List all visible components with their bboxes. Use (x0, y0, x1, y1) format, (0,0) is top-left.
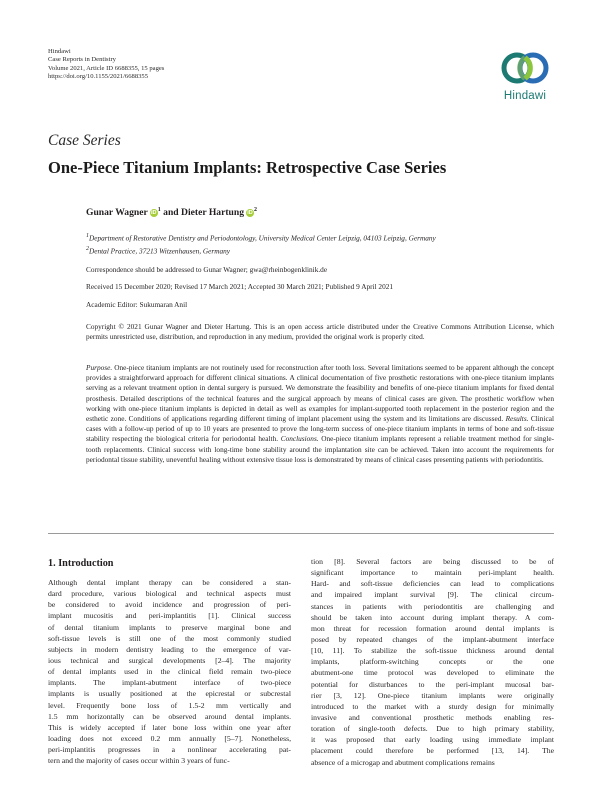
affiliation-text: Dental Practice, 37213 Witzenhausen, Germany (89, 246, 231, 256)
hindawi-rings-icon (496, 46, 554, 90)
affiliation-mark: 2 (86, 245, 89, 252)
abstract-results: Clinical cases with a follow-up period of up to 10 years are presented to prove the long-term success of one-piece titanium implants in terms of bone and soft-tissue stability respecting the biological criteria for periodontal health. (86, 414, 554, 444)
publication-dates: Received 15 December 2020; Revised 17 March 2021; Accepted 30 March 2021; Published 9 April 2021 (86, 282, 394, 291)
body-text-line: should be taken into account during implant therapy. A com- (311, 612, 554, 622)
affiliation-mark: 1 (86, 233, 89, 239)
body-text-line: soft-tissue levels is still one of the most commonly studied (48, 633, 291, 643)
section-heading: 1. Introduction (48, 558, 114, 569)
body-text-line: Although dental implant therapy can be considered a stan- (48, 578, 291, 587)
affiliation-item (86, 231, 554, 244)
body-text-line: invasive and conventional prosthetic methods enabling res- (311, 712, 554, 722)
body-text-line: level. Frequently bone loss of 1.5-2 mm vertically and (48, 700, 291, 710)
body-text-line: be considered to avoid incidence and progression of peri- (48, 600, 291, 610)
author-affiliation-mark: 2 (254, 207, 257, 213)
copyright-notice: Copyright © 2021 Gunar Wagner and Dieter Hartung. This is an open access article distributed under the Creative Commons Attribution License, which permits unrestricted use, distribution, and reproduction in any medium, provided the original work is properly cited. (86, 322, 554, 342)
abstract-purpose-label: Purpose. (86, 363, 113, 372)
abstract (86, 363, 554, 465)
orcid-icon[interactable]: iD (151, 210, 157, 217)
body-text-line: This is widely accepted if later bone loss within one year after (48, 722, 291, 732)
abstract-conclusions-label: Conclusions. (280, 434, 319, 444)
author-name[interactable]: Dieter Hartung (181, 207, 244, 219)
affiliations (86, 231, 554, 256)
doi-link[interactable]: https://doi.org/10.1155/2021/6688355 (48, 73, 149, 81)
body-text-line: peri-implantitis progresses in a nonlinear accelerating pat- (48, 745, 291, 755)
body-text-line: ious technical and surgical developments [2–4]. The majority (48, 655, 291, 665)
body-text-line: potential for disturbances to the peri-implant mucosal bar- (311, 679, 554, 689)
orcid-icon[interactable]: iD (247, 210, 253, 217)
affiliation-item (86, 244, 554, 257)
author-list (86, 207, 257, 218)
body-text-line: subjects in modern dentistry leading to the emergence of var- (48, 644, 291, 654)
body-text-line: it was proposed that early loading using immediate implant (311, 735, 554, 745)
body-text-line: mon threat for recession formation around dental implants is (311, 623, 554, 633)
hindawi-logo (496, 46, 554, 106)
body-text-line: Hard- and soft-tissue deficiencies can lead to complications (311, 579, 554, 589)
author-affiliation-mark: 1 (157, 207, 161, 213)
body-text-line: placement could therefore be performed [13, 14]. The (311, 746, 554, 756)
body-text-line: [10, 11]. To stabilize the soft-tissue thickness around dental (311, 646, 554, 656)
body-text-line: loading does not exceed 0.2 mm annually [5–7]. Nonetheless, (48, 733, 291, 743)
abstract-results-label: Results. (505, 414, 529, 424)
author-joiner: and (163, 207, 179, 219)
author-name[interactable]: Gunar Wagner (86, 207, 148, 219)
article-type: Case Series (48, 132, 121, 149)
body-text-line: implant mucositis and peri-implantitis [1]. Clinical success (48, 611, 291, 621)
body-text-line: implants, platform-switching concepts or the one (311, 657, 554, 667)
hindawi-logo-wordmark: Hindawi (503, 90, 547, 102)
affiliation-text: Department of Restorative Dentistry and Periodontology, University Medical Center Leipzig, 04103 Leipzig, Germany (89, 233, 436, 243)
body-text-line: 1.5 mm horizontally can be observed around dental implants. (48, 711, 291, 721)
body-text-line: and impaired implant survival [9]. The clinical circum- (311, 590, 554, 600)
body-text-line: significant importance to maintain peri-implant health. (311, 568, 554, 578)
abstract-conclusions: One-piece titanium implants represent a reliable treatment method for single-tooth replacements. Clinical success with long-time bone stability around the implantation site can be achieved. Taken into account the requirements for periodontal tissue stability, uneventful healing without extensive tissue loss is demonstrated by means of clinical cases presenting patients with periodontitis. (86, 434, 555, 464)
abstract-purpose: One-piece titanium implants are not routinely used for reconstruction after tooth loss. Several limitations seemed to be apparent although the concept provides a straightforward approach for different clinical situations. A clinical documentation of five prosthetic restorations with one-piece titanium implants serving as a relevant treatment option in dental surgery is pursued. We demonstrate the feasibility and benefits of one-piece titanium implants for fixed dental prosthesis. Detailed descriptions of the technical features and the surgical approach by means of clinical cases are given. The prosthetic workflow when working with one-piece titanium implants is depicted in detail as well as examples for implant-supported tooth replacement in the posterior region and the esthetic zone. Conditions of applications regarding different timing of implant placement using the system and its limitations are discussed. (86, 363, 554, 424)
academic-editor: Academic Editor: Sukumaran Anil (86, 300, 188, 309)
correspondence-note: Correspondence should be addressed to Gunar Wagner; gwa@rheinbogenklinik.de (86, 265, 328, 274)
volume-info: Volume 2021, Article ID 6688355, 15 pages (48, 64, 165, 72)
body-text-line: dard procedure, various biological and technical aspects must (48, 589, 291, 599)
body-text-line: of dental titanium implants to preserve marginal bone and (48, 622, 291, 632)
body-text-line: posed by repeated changes of the implant-abutment interface (311, 634, 554, 644)
body-text-line: implants is usually positioned at the epicrestal or subcrestal (48, 689, 291, 699)
body-text-line: implants. The implant-abutment interface of two-piece (48, 678, 291, 688)
body-text-line: tern and the majority of cases occur within 3 years of func- (48, 756, 230, 766)
body-column-right (311, 556, 554, 768)
body-text-line: absence of a microgap and abutment complications remains (311, 757, 495, 767)
body-text-line: abutment-one time protocol was developed to eliminate the (311, 668, 554, 678)
body-text-line: introduced to the market with a sturdy design for minimally (311, 701, 554, 711)
body-column-left (48, 577, 291, 766)
section-divider (48, 533, 554, 534)
body-text-line: tion [8]. Several factors are being discussed to be of (311, 557, 554, 566)
article-title: One-Piece Titanium Implants: Retrospective Case Series (48, 158, 447, 177)
publisher-name: Hindawi (48, 48, 71, 55)
journal-name: Case Reports in Dentistry (48, 56, 116, 64)
body-text-line: stances in patients with periodontitis are challenging and (311, 601, 554, 611)
body-text-line: rier [3, 12]. One-piece titanium implants were originally (311, 690, 554, 700)
body-text-line: of dental implants used in the clinical field remain two-piece (48, 667, 291, 677)
journal-header (48, 48, 164, 82)
body-text-line: toration of single-tooth defects. Due to high primary stability, (311, 724, 554, 734)
